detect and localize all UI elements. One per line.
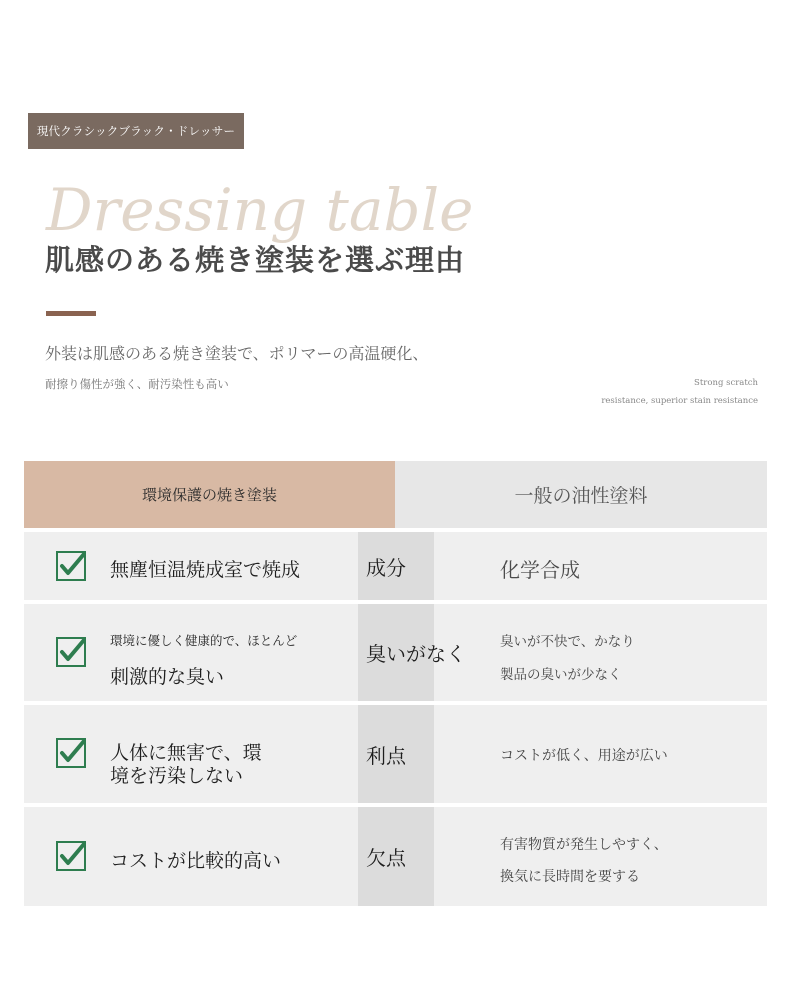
table-row xyxy=(24,805,767,906)
row-label: 成分 xyxy=(358,532,434,600)
row-left-text: 境を汚染しない xyxy=(110,765,244,787)
check-mark-icon xyxy=(56,637,86,667)
table-row xyxy=(24,530,767,600)
row-left-text: 刺激的な臭い xyxy=(110,666,225,688)
row-label: 臭いがなく xyxy=(358,604,434,701)
row-right-text: 有害物質が発生しやすく、 xyxy=(500,837,668,853)
row-label: 欠点 xyxy=(358,807,434,906)
table-row xyxy=(24,703,767,803)
table-row xyxy=(24,602,767,701)
accent-divider xyxy=(46,311,96,316)
row-left-text: 環境に優しく健康的で、ほとんど xyxy=(110,633,298,648)
english-caption-line-2: resistance, superior stain resistance xyxy=(601,396,758,406)
check-mark-icon xyxy=(56,551,86,581)
row-right-text: 臭いが不快で、かなり xyxy=(500,634,635,650)
row-right-text: 化学合成 xyxy=(500,558,580,582)
description-line-1: 外装は肌感のある焼き塗装で、ポリマーの高温硬化、 xyxy=(45,344,429,363)
english-caption-line-1: Strong scratch xyxy=(694,378,758,388)
check-mark-icon xyxy=(56,841,86,871)
row-right-text: コストが低く、用途が広い xyxy=(500,748,668,764)
row-label: 利点 xyxy=(358,705,434,803)
product-tag: 現代クラシックブラック・ドレッサー xyxy=(28,113,244,149)
row-left-text: 人体に無害で、環 xyxy=(110,742,262,764)
row-right-text: 換気に長時間を要する xyxy=(500,869,640,885)
row-right-text: 製品の臭いが少なく xyxy=(500,667,622,683)
english-caption xyxy=(601,374,758,410)
svg-text:Dressing table: Dressing table xyxy=(46,176,474,244)
table-header xyxy=(24,461,767,528)
check-mark-icon xyxy=(56,738,86,768)
header-oil-paint: 一般の油性塗料 xyxy=(395,461,767,528)
header-baked-coating: 環境保護の焼き塗装 xyxy=(24,461,395,528)
description-line-2: 耐擦り傷性が強く、耐汚染性も高い xyxy=(45,377,229,391)
row-left-text: コストが比較的高い xyxy=(110,850,282,872)
page-title: 肌感のある焼き塗装を選ぶ理由 xyxy=(45,243,466,277)
comparison-table xyxy=(24,461,767,885)
row-left-text: 無塵恒温焼成室で焼成 xyxy=(110,559,301,581)
